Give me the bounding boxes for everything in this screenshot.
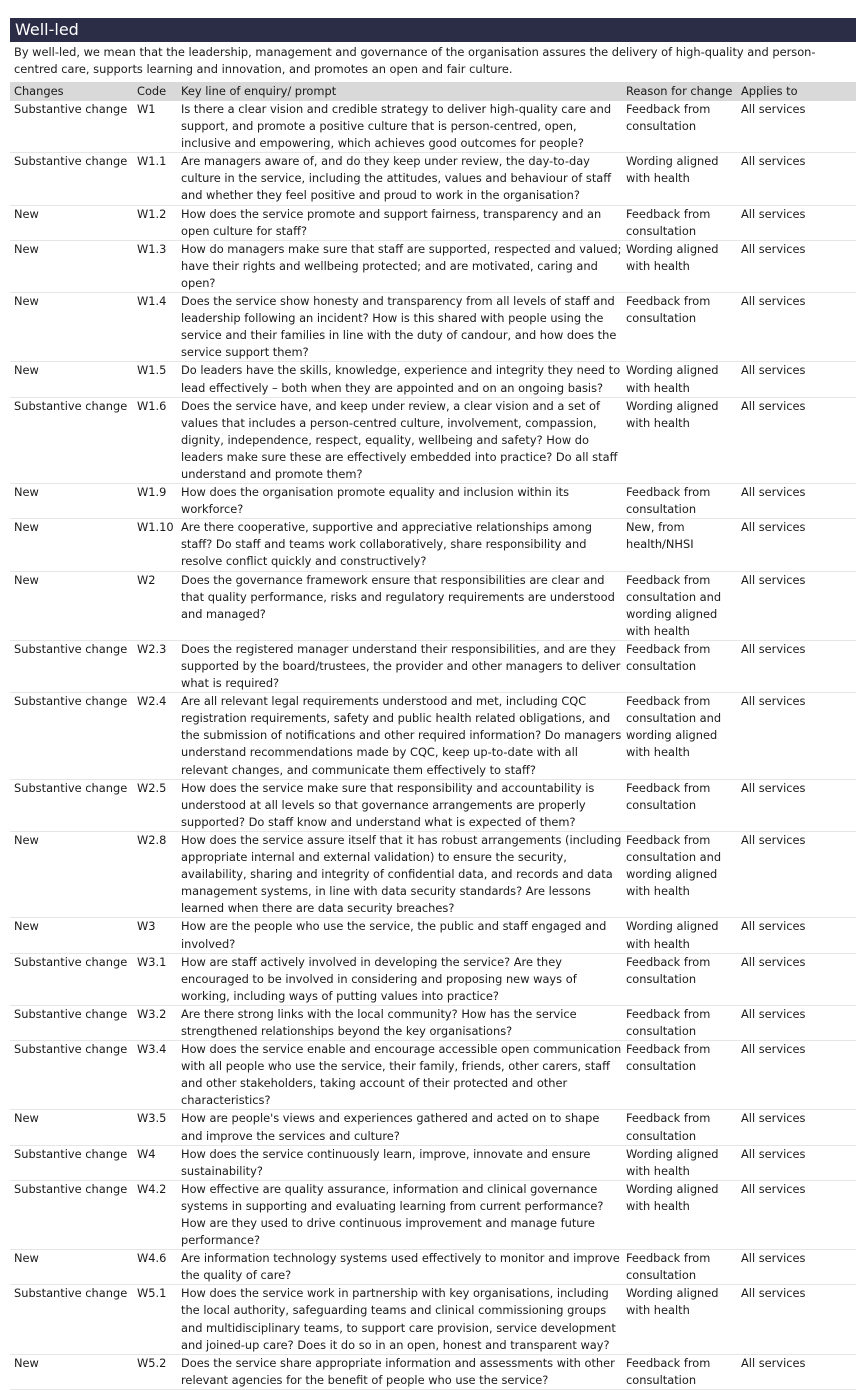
change-cell: Substantive change: [14, 694, 128, 709]
change-cell: New: [14, 363, 39, 378]
reason-cell: Wording aligned with health: [626, 1146, 719, 1178]
prompt-cell: Are all relevant legal requirements understood and met, including CQC registration requirements, safety and public health related obligations, and the submission of notifications and other required information? Do managers understand recommendations made by CQC, keep up-to-date with all relevant changes, and communicate them effectively to staff?: [181, 694, 622, 777]
code-cell: W4: [137, 1146, 156, 1161]
change-cell: New: [14, 1355, 39, 1370]
code-cell: W1.1: [137, 154, 167, 169]
applies-cell: All services: [741, 1006, 806, 1021]
reason-cell: Feedback from consultation: [626, 485, 711, 517]
code-cell: W3: [137, 919, 156, 934]
code-cell: W3.2: [137, 1006, 167, 1021]
code-cell: W3.5: [137, 1111, 167, 1126]
reason-cell: New, from health/NHSI: [626, 520, 694, 552]
column-header-changes: Changes: [10, 82, 133, 101]
reason-cell: Feedback from consultation: [626, 294, 711, 326]
table-row: [10, 1285, 856, 1354]
code-cell: W2.8: [137, 832, 167, 847]
column-header-prompt: Key line of enquiry/ prompt: [177, 82, 622, 101]
applies-cell: All services: [741, 520, 806, 535]
prompt-cell: How are people's views and experiences gathered and acted on to shape and improve the services and culture?: [181, 1111, 600, 1143]
change-cell: Substantive change: [14, 780, 128, 795]
code-cell: W1.2: [137, 206, 167, 221]
applies-cell: All services: [741, 485, 806, 500]
code-cell: W5.1: [137, 1286, 167, 1301]
table-row: [10, 205, 856, 240]
prompt-cell: Does the service share appropriate information and assessments with other relevant agencies for the benefit of people who use the service?: [181, 1355, 615, 1387]
prompt-cell: Are there cooperative, supportive and appreciative relationships among staff? Do staff and teams work collaboratively, share responsibility and resolve conflict quickly and constructively?: [181, 520, 592, 569]
change-cell: Substantive change: [14, 1146, 128, 1161]
applies-cell: All services: [741, 1286, 806, 1301]
prompt-cell: Do leaders have the skills, knowledge, experience and integrity they need to lead effectively – both when they are appointed and on an ongoing basis?: [181, 363, 621, 395]
code-cell: W1: [137, 102, 156, 116]
column-header-reason: Reason for change: [622, 82, 737, 101]
prompt-cell: Does the service show honesty and transparency from all levels of staff and leadership following an incident? How is this shared with people using the service and their families in line with the duty of candour, and how does the service support them?: [181, 294, 617, 360]
prompt-cell: How does the organisation promote equality and inclusion within its workforce?: [181, 485, 570, 517]
prompt-cell: How are the people who use the service, the public and staff engaged and involved?: [181, 919, 607, 951]
section-heading: Well-led: [10, 18, 856, 42]
prompt-cell: Are information technology systems used effectively to monitor and improve the quality of care?: [181, 1251, 620, 1283]
applies-cell: All services: [741, 832, 806, 847]
table-header-row: [10, 82, 856, 101]
table-row: [10, 571, 856, 640]
reason-cell: Feedback from consultation and wording aligned with health: [626, 572, 722, 638]
prompt-cell: Does the governance framework ensure that responsibilities are clear and that quality performance, risks and regulatory requirements are understood and managed?: [181, 572, 615, 621]
table-row: [10, 693, 856, 779]
prompt-cell: Does the registered manager understand their responsibilities, and are they supported by the board/trustees, the provider and other managers to deliver what is required?: [181, 641, 621, 691]
table-row: [10, 101, 856, 153]
prompt-cell: How does the service promote and support fairness, transparency and an open culture for staff?: [181, 206, 602, 238]
applies-cell: All services: [741, 641, 806, 656]
table-row: [10, 779, 856, 831]
reason-cell: Feedback from consultation: [626, 1251, 711, 1283]
code-cell: W2.5: [137, 780, 167, 795]
table-row: [10, 397, 856, 483]
table-row: [10, 1250, 856, 1285]
reason-cell: Feedback from consultation and wording aligned with health: [626, 694, 722, 760]
column-header-applies: Applies to: [737, 82, 856, 101]
applies-cell: All services: [741, 102, 806, 116]
reason-cell: Feedback from consultation: [626, 1006, 711, 1038]
reason-cell: Wording aligned with health: [626, 919, 719, 951]
table-row: [10, 640, 856, 692]
reason-cell: Feedback from consultation: [626, 1111, 711, 1143]
reason-cell: Wording aligned with health: [626, 1181, 719, 1213]
prompt-cell: How are staff actively involved in developing the service? Are they encouraged to be involved in considering and proposing new ways of working, including ways of putting values into practice?: [181, 954, 577, 1003]
change-cell: New: [14, 241, 39, 256]
reason-cell: Wording aligned with health: [626, 241, 719, 273]
reason-cell: Wording aligned with health: [626, 1286, 719, 1318]
table-row: [10, 953, 856, 1005]
change-cell: New: [14, 294, 39, 309]
prompt-cell: How does the service continuously learn, improve, innovate and ensure sustainability?: [181, 1146, 591, 1178]
reason-cell: Feedback from consultation: [626, 780, 711, 812]
table-row: [10, 1145, 856, 1180]
applies-cell: All services: [741, 294, 806, 309]
applies-cell: All services: [741, 154, 806, 169]
applies-cell: All services: [741, 363, 806, 378]
prompt-cell: Are managers aware of, and do they keep under review, the day-to-day culture in the service, including the attitudes, values and behaviour of staff and whether they feel positive and proud to work in the organisation?: [181, 154, 612, 203]
applies-cell: All services: [741, 1355, 806, 1370]
change-cell: New: [14, 485, 39, 500]
prompt-cell: How effective are quality assurance, information and clinical governance systems in supporting and evaluating learning from current performance? How are they used to drive continuous improvement and manage future performance?: [181, 1181, 604, 1248]
reason-cell: Feedback from consultation: [626, 954, 711, 986]
applies-cell: All services: [741, 1181, 806, 1196]
change-cell: Substantive change: [14, 641, 128, 656]
change-cell: Substantive change: [14, 154, 128, 169]
prompt-cell: How does the service make sure that responsibility and accountability is understood at all levels so that governance arrangements are properly supported? Do staff know and understand what is expected of them?: [181, 780, 595, 829]
reason-cell: Feedback from consultation: [626, 206, 711, 238]
prompt-cell: Does the service have, and keep under review, a clear vision and a set of values that includes a person-centred culture, involvement, compassion, dignity, independence, respect, equality, wellbeing and safety? How do leaders make sure these are effectively embedded into practice? Do all staff understand and promote them?: [181, 398, 618, 481]
prompt-cell: How does the service work in partnership with key organisations, including the local authority, safeguarding teams and clinical commissioning groups and multidisciplinary teams, to support care provision, service development and joined-up care? Does it do so in an open, honest and transparent way?: [181, 1286, 616, 1352]
code-cell: W1.10: [137, 520, 174, 535]
applies-cell: All services: [741, 398, 806, 413]
applies-cell: All services: [741, 572, 806, 587]
change-cell: New: [14, 572, 39, 587]
reason-cell: Wording aligned with health: [626, 398, 719, 430]
change-cell: New: [14, 1111, 39, 1126]
table-row: [10, 484, 856, 519]
applies-cell: All services: [741, 954, 806, 969]
applies-cell: All services: [741, 1146, 806, 1161]
prompt-cell: How does the service enable and encourage accessible open communication with all people who use the service, their family, friends, other carers, staff and other stakeholders, taking account of their protected and other characteristics?: [181, 1042, 622, 1108]
change-cell: New: [14, 520, 39, 535]
table-row: [10, 831, 856, 917]
change-cell: Substantive change: [14, 954, 128, 969]
reason-cell: Feedback from consultation: [626, 1355, 711, 1387]
applies-cell: All services: [741, 241, 806, 256]
reason-cell: Feedback from consultation: [626, 102, 711, 134]
change-cell: Substantive change: [14, 1006, 128, 1021]
applies-cell: All services: [741, 780, 806, 795]
prompt-cell: Is there a clear vision and credible strategy to deliver high-quality care and support, and promote a positive culture that is person-centred, open, inclusive and empowering, which achieves good outcomes for people?: [181, 102, 612, 151]
table-row: [10, 1354, 856, 1389]
table-row: [10, 153, 856, 205]
table-row: [10, 1110, 856, 1145]
applies-cell: All services: [741, 206, 806, 221]
change-cell: Substantive change: [14, 1181, 128, 1196]
table-row: [10, 293, 856, 362]
change-cell: Substantive change: [14, 1042, 128, 1057]
table-row: [10, 519, 856, 571]
prompt-cell: Are there strong links with the local community? How has the service strengthened relationships beyond the key organisations?: [181, 1006, 577, 1038]
reason-cell: Feedback from consultation: [626, 1042, 711, 1074]
change-cell: New: [14, 919, 39, 934]
table-row: [10, 918, 856, 953]
code-cell: W1.3: [137, 241, 167, 256]
code-cell: W4.2: [137, 1181, 167, 1196]
code-cell: W3.1: [137, 954, 167, 969]
code-cell: W1.9: [137, 485, 167, 500]
reason-cell: Feedback from consultation: [626, 641, 711, 673]
change-cell: Substantive change: [14, 102, 128, 116]
code-cell: W3.4: [137, 1042, 167, 1057]
applies-cell: All services: [741, 919, 806, 934]
code-cell: W1.6: [137, 398, 167, 413]
applies-cell: All services: [741, 1251, 806, 1266]
code-cell: W2.4: [137, 694, 167, 709]
applies-cell: All services: [741, 694, 806, 709]
reason-cell: Feedback from consultation and wording aligned with health: [626, 832, 722, 899]
reason-cell: Wording aligned with health: [626, 154, 719, 186]
section-intro: By well-led, we mean that the leadership, management and governance of the organisation assures the delivery of high-quality and person-centred care, supports learning and innovation, and promotes an open and fair culture.: [14, 45, 816, 76]
code-cell: W5.2: [137, 1355, 167, 1370]
prompt-cell: How do managers make sure that staff are supported, respected and valued; have their rights and wellbeing protected; and are motivated, caring and open?: [181, 241, 622, 290]
code-cell: W1.5: [137, 363, 167, 378]
changes-table: [10, 82, 856, 1390]
table-row: [10, 240, 856, 292]
applies-cell: All services: [741, 1111, 806, 1126]
column-header-code: Code: [133, 82, 177, 101]
change-cell: New: [14, 832, 39, 847]
prompt-cell: How does the service assure itself that it has robust arrangements (including appropriate internal and external validation) to ensure the security, availability, sharing and integrity of confidential data, and records and data management systems, in line with data security standards? Are lessons learned when there are data security breaches?: [181, 832, 622, 916]
table-row: [10, 1005, 856, 1040]
change-cell: Substantive change: [14, 1286, 128, 1301]
change-cell: New: [14, 1251, 39, 1266]
code-cell: W2: [137, 572, 156, 587]
applies-cell: All services: [741, 1042, 806, 1057]
table-row: [10, 1180, 856, 1249]
table-row: [10, 1041, 856, 1110]
change-cell: New: [14, 206, 39, 221]
table-row: [10, 362, 856, 397]
reason-cell: Wording aligned with health: [626, 363, 719, 395]
change-cell: Substantive change: [14, 398, 128, 413]
code-cell: W1.4: [137, 294, 167, 309]
code-cell: W2.3: [137, 641, 167, 656]
code-cell: W4.6: [137, 1251, 167, 1266]
